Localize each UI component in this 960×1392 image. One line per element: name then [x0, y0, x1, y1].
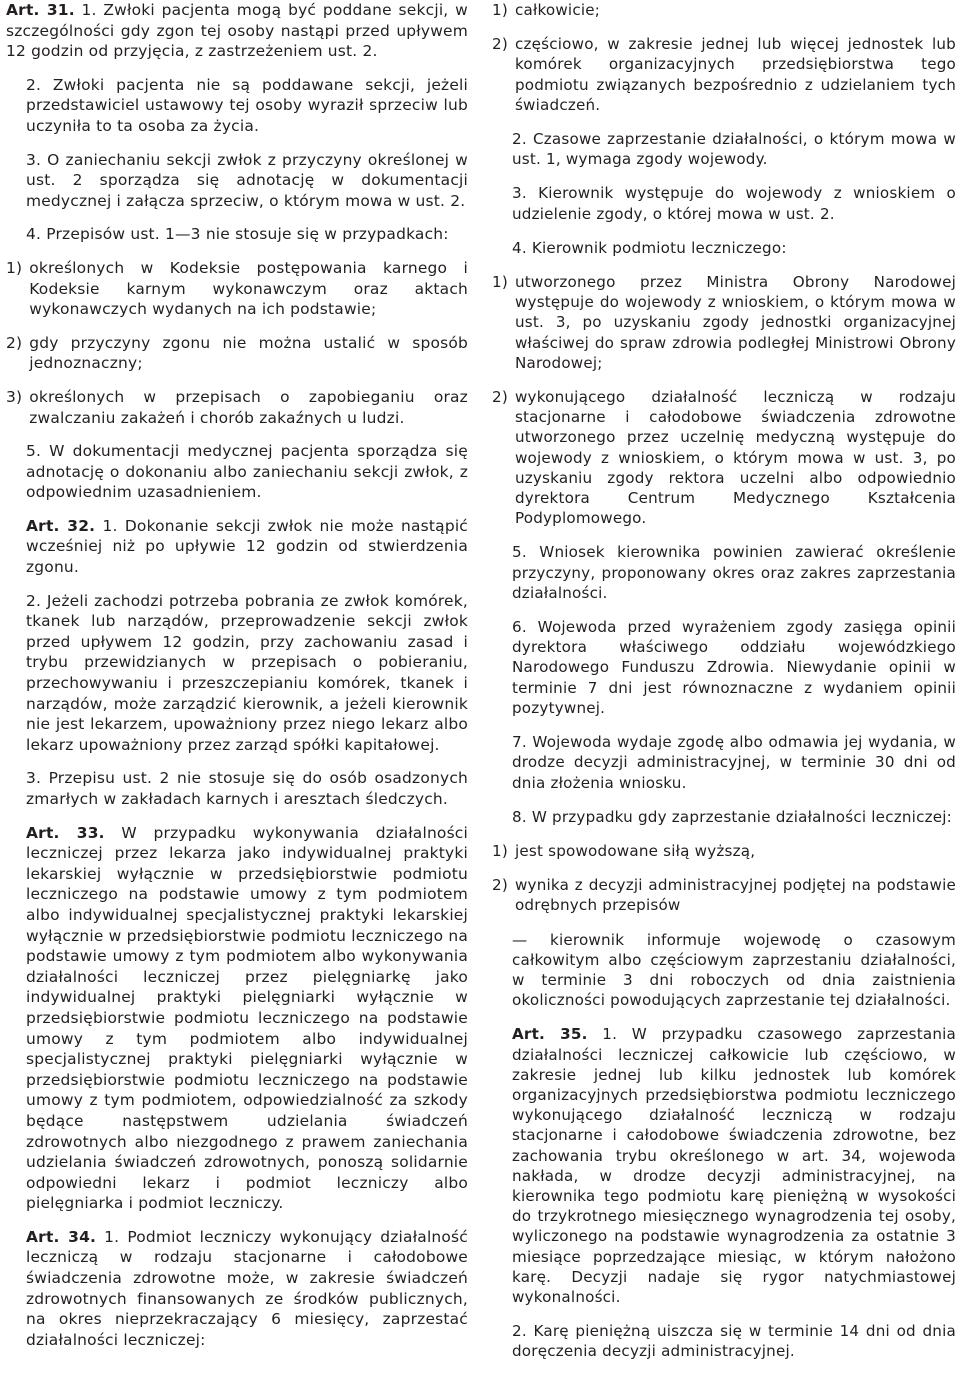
- list-number: 1): [6, 258, 23, 277]
- art31-paragraph-3: 3. O zaniechaniu sekcji zwłok z przyczyny określonej w ust. 2 sporządza się adnotację w dokumentacji medycznej i załącza sprzeciw, o którym mowa w ust. 2.: [26, 150, 468, 210]
- art34-paragraph-8-tail: — kierownik informuje wojewodę o czasowym całkowitym albo częściowym zaprzestaniu działalności, w terminie 3 dni roboczych od dnia zaistnienia okoliczności powodujących zaprzestanie tej działalności.: [512, 930, 956, 1010]
- list-number: 2): [6, 333, 23, 352]
- art34-paragraph-1: [6, 1227, 468, 1351]
- list-text: wykonującego działalność leczniczą w rodzaju stacjonarne i całodobowe świadczenia zdrowotne utworzonego przez uczelnię medyczną występuje do wojewody z wnioskiem, o którym mowa w ust. 3, po uzyskaniu zgody rektora uczelni albo odpowiednio dyrektora Centrum Medycznego Kształcenia Podyplomowego.: [514, 388, 956, 528]
- paragraph-text: 1. Zwłoki pacjenta mogą być poddane sekcji, w szczególności gdy zgon tej osoby nastąpi przed upływem 12 godzin od przyjęcia, z zastrzeżeniem ust. 2.: [6, 1, 468, 61]
- list-text: jest spowodowane siłą wyższą,: [514, 841, 756, 860]
- list-number: 3): [6, 387, 23, 406]
- art31-paragraph-5: 5. W dokumentacji medycznej pacjenta sporządza się adnotację o dokonaniu albo zaniechaniu sekcji zwłok, z odpowiednim uzasadnieniem.: [26, 442, 468, 502]
- list-item: [492, 875, 956, 915]
- list-item: [6, 333, 468, 374]
- art34-paragraph-4: 4. Kierownik podmiotu leczniczego:: [512, 238, 787, 257]
- list-text: gdy przyczyny zgonu nie można ustalić w sposób jednoznaczny;: [29, 333, 468, 373]
- article-heading: Art. 31.: [6, 1, 75, 19]
- list-text: wynika z decyzji administracyjnej podjętej na podstawie odrębnych przepisów: [514, 876, 956, 915]
- list-item: [6, 258, 468, 320]
- list-text: całkowicie;: [514, 1, 601, 19]
- art34-paragraph-3: 3. Kierownik występuje do wojewody z wnioskiem o udzielenie zgody, o której mowa w ust. 2.: [512, 184, 956, 223]
- article-heading: Art. 34.: [26, 1227, 97, 1246]
- article-heading: Art. 35.: [512, 1025, 588, 1044]
- art31-paragraph-4: 4. Przepisów ust. 1—3 nie stosuje się w przypadkach:: [26, 225, 449, 244]
- list-text: częściowo, w zakresie jednej lub więcej jednostek lub komórek organizacyjnych przedsiębiorstwa tego podmiotu związanych bezpośrednio z udzielaniem tych świadczeń.: [514, 35, 956, 114]
- list-item: [492, 34, 956, 115]
- list-item: [6, 387, 468, 428]
- paragraph-text: 1. Podmiot leczniczy wykonujący działalność leczniczą w rodzaju stacjonarne i całodobowe świadczenia zdrowotne może, w zakresie świadczeń zdrowotnych finansowanych ze środków publicznych, na okres nieprzekraczający 6 miesięcy, zaprzestać działalności leczniczej:: [26, 1227, 468, 1349]
- left-column: [6, 0, 468, 1363]
- art31-paragraph-2: 2. Zwłoki pacjenta nie są poddawane sekcji, jeżeli przedstawiciel ustawowy tej osoby wyraził sprzeciw lub uczyniła to ta osoba za życia.: [26, 75, 468, 135]
- list-text: utworzonego przez Ministra Obrony Narodowej występuje do wojewody z wnioskiem, o którym mowa w ust. 3, po uzyskaniu zgody jednostki organizacyjnej właściwej do spraw zdrowia podległej Ministrowi Obrony Narodowej;: [514, 273, 956, 372]
- list-number: 2): [492, 35, 508, 54]
- art34-paragraph-2: 2. Czasowe zaprzestanie działalności, o którym mowa w ust. 1, wymaga zgody wojewody.: [512, 130, 956, 169]
- art34-paragraph-5: 5. Wniosek kierownika powinien zawierać określenie przyczyny, proponowany okres oraz zakres zaprzestania działalności.: [512, 543, 956, 602]
- art35-paragraph-2: 2. Karę pieniężną uiszcza się w terminie 14 dni od dnia doręczenia decyzji administracyjnej.: [512, 1322, 956, 1361]
- art34-paragraph-8: 8. W przypadku gdy zaprzestanie działalności leczniczej:: [512, 807, 952, 826]
- list-number: 2): [492, 876, 508, 895]
- list-text: określonych w przepisach o zapobieganiu oraz zwalczaniu zakażeń i chorób zakaźnych u ludzi.: [29, 387, 468, 427]
- art32-paragraph-3: 3. Przepisu ust. 2 nie stosuje się do osób osadzonych zmarłych w zakładach karnych i aresztach śledczych.: [26, 769, 468, 808]
- list-number: 1): [492, 273, 508, 292]
- art35-paragraph-1: [492, 1024, 956, 1307]
- paragraph-text: 1. Dokonanie sekcji zwłok nie może nastąpić wcześniej niż po upływie 12 godzin od stwierdzenia zgonu.: [26, 516, 468, 577]
- paragraph-text: W przypadku wykonywania działalności leczniczej przez lekarza jako indywidualnej praktyki lekarskiej wyłącznie w przedsiębiorstwie podmiotu leczniczego na podstawie umowy z tym podmiotem albo indywidualnej specjalistycznej praktyki lekarskiej wyłącznie w przedsiębiorstwie podmiotu leczniczego na podstawie umowy z tym podmiotem albo wykonywania działalności leczniczej przez pielęgniarkę jako indywidualnej praktyki pielęgniarki wyłącznie w przedsiębiorstwie podmiotu leczniczego na podstawie umowy z tym podmiotem albo indywidualnej specjalistycznej praktyki pielęgniarki wyłącznie w przedsiębiorstwie podmiotu leczniczego na podstawie umowy z tym podmiotem, odpowiedzialność za szkody będące następstwem udzielania świadczeń zdrowotnych albo niezgodnego z prawem zaniechania udzielania świadczeń zdrowotnych, ponoszą solidarnie odpowiedni lekarz i podmiot leczniczy albo pielęgniarka i podmiot leczniczy.: [26, 823, 468, 1213]
- list-text: określonych w Kodeksie postępowania karnego i Kodeksie karnym wykonawczym oraz aktach wykonawczych wydanych na ich podstawie;: [29, 258, 468, 319]
- art34-paragraph-7: 7. Wojewoda wydaje zgodę albo odmawia jej wydania, w drodze decyzji administracyjnej, w terminie 30 dni od dnia złożenia wniosku.: [512, 733, 956, 792]
- art32-paragraph-1: [6, 516, 468, 578]
- art33-paragraph: [6, 823, 468, 1214]
- right-column: [492, 0, 956, 1376]
- list-item: [492, 387, 956, 528]
- list-number: 1): [492, 841, 508, 860]
- art31-paragraph-1: [6, 0, 468, 62]
- list-item: [492, 272, 956, 373]
- art32-paragraph-2: 2. Jeżeli zachodzi potrzeba pobrania ze zwłok komórek, tkanek lub narządów, przeprowadzenie sekcji zwłok przed upływem 12 godzin, przy zachowaniu zasad i trybu przewidzianych w przepisach o pobieraniu, przechowywaniu i przeszczepianiu komórek, tkanek i narządów, może zarządzić kierownik, a jeżeli kierownik nie jest lekarzem, upoważniony przez niego lekarz albo lekarz upoważniony przez zarząd spółki kapitałowej.: [26, 591, 468, 754]
- list-number: 2): [492, 388, 508, 407]
- article-heading: Art. 32.: [26, 516, 96, 535]
- paragraph-text: 1. W przypadku czasowego zaprzestania działalności leczniczej całkowicie lub częściowo, w zakresie jednej lub kilku jednostek lub komórek organizacyjnych przedsiębiorstwa podmiotu leczniczego wykonującego działalność leczniczą w rodzaju stacjonarne i całodobowe świadczenia zdrowotne, bez zachowania trybu określonego w art. 34, wojewoda nakłada, w drodze decyzji administracyjnej, na kierownika tego podmiotu karę pieniężną w wysokości do trzykrotnego miesięcznego wynagrodzenia tej osoby, wyliczonego na podstawie wynagrodzenia za ostatnie 3 miesiące poprzedzające miesiąc, w którym nałożono karę. Decyzji nadaje się rygor natychmiastowej wykonalności.: [512, 1025, 956, 1306]
- art34-paragraph-6: 6. Wojewoda przed wyrażeniem zgody zasięga opinii dyrektora właściwego oddziału wojewódzkiego Narodowego Funduszu Zdrowia. Niewydanie opinii w terminie 7 dni jest równoznaczne z wydaniem opinii pozytywnej.: [512, 618, 956, 717]
- list-item: [492, 841, 956, 861]
- article-heading: Art. 33.: [26, 823, 105, 842]
- list-number: 1): [492, 1, 508, 19]
- list-item: [492, 0, 956, 20]
